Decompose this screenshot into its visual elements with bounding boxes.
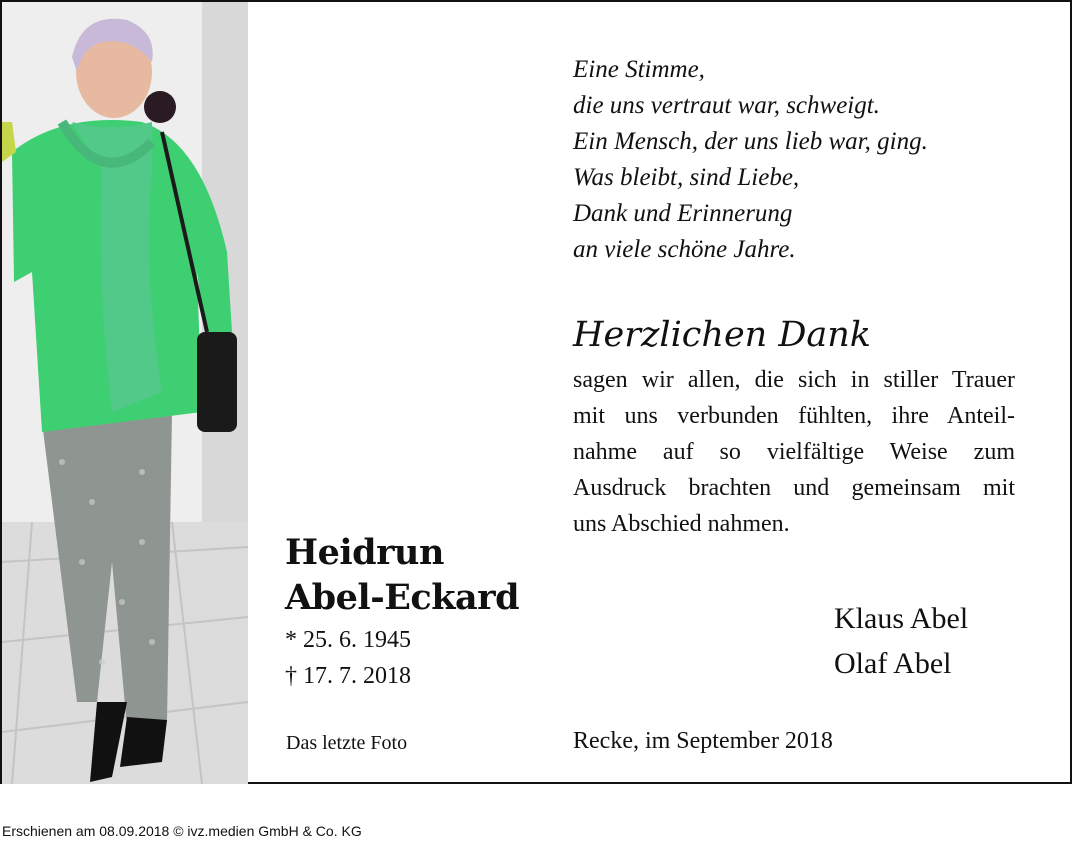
- first-name: Heidrun: [285, 532, 444, 573]
- thanks-body: [573, 362, 1015, 542]
- poem-line: Ein Mensch, der uns lieb war, ging.: [573, 128, 928, 155]
- poem-line: an viele schöne Jahre.: [573, 236, 796, 263]
- signer-name: Olaf Abel: [834, 647, 952, 680]
- place-date: Recke, im September 2018: [573, 728, 833, 754]
- thanks-line: mit uns verbunden fühlten, ihre Anteil-: [573, 403, 1015, 429]
- signers: [834, 596, 968, 686]
- life-dates: [285, 622, 411, 694]
- poem: [573, 52, 928, 268]
- poem-line: Eine Stimme,: [573, 56, 705, 83]
- portrait-photo: [2, 2, 248, 784]
- thanks-line: Ausdruck brachten und gemeinsam mit: [573, 475, 1015, 501]
- birth-date: * 25. 6. 1945: [285, 627, 411, 653]
- death-date: † 17. 7. 2018: [285, 663, 411, 689]
- poem-line: die uns vertraut war, schweigt.: [573, 92, 880, 119]
- thanks-title: Herzlichen Dank: [573, 315, 871, 355]
- thanks-line: uns Abschied nahmen.: [573, 511, 790, 537]
- poem-line: Dank und Erinnerung: [573, 200, 793, 227]
- photo-caption: Das letzte Foto: [286, 732, 408, 754]
- last-name: Abel-Eckard: [285, 577, 520, 618]
- thanks-line: sagen wir allen, die sich in stiller Trauer: [573, 367, 1015, 393]
- poem-line: Was bleibt, sind Liebe,: [573, 164, 800, 191]
- deceased-name: [285, 530, 519, 620]
- publication-footer: Erschienen am 08.09.2018 © ivz.medien GmbH & Co. KG: [2, 823, 362, 839]
- thanks-line: nahme auf so vielfältige Weise zum: [573, 439, 1015, 465]
- signer-name: Klaus Abel: [834, 602, 969, 635]
